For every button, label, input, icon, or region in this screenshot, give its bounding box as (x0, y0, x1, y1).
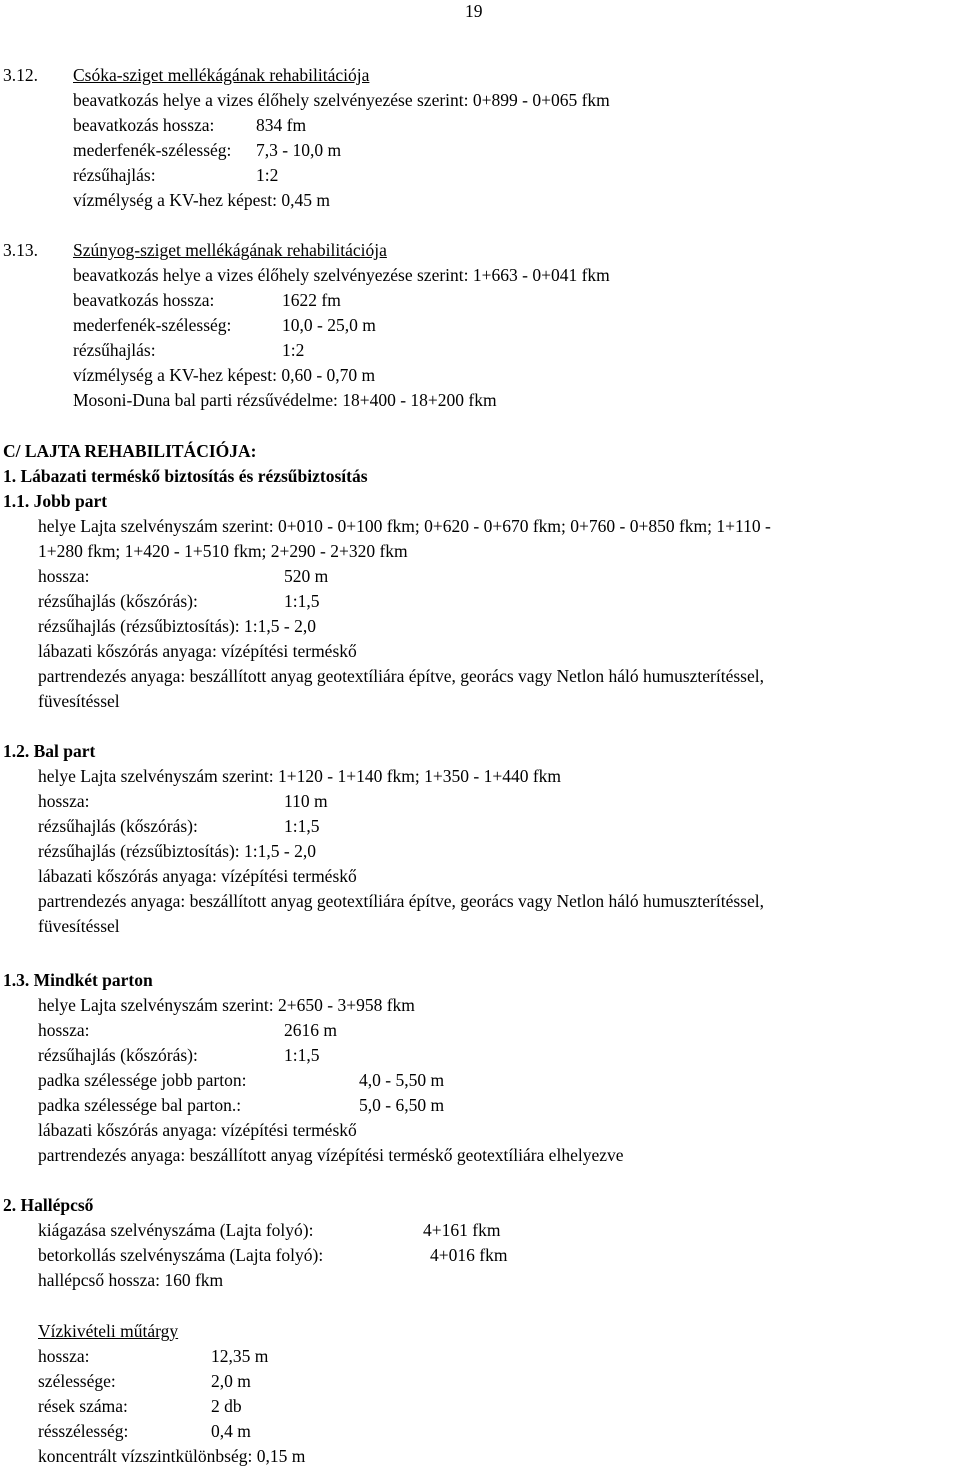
field-value: 2,0 m (211, 1371, 251, 1391)
field-label: mederfenék-szélesség: (73, 315, 232, 335)
field-value: 1:1,5 (284, 1045, 320, 1065)
field-label: rézsűhajlás (kőszórás): (38, 816, 198, 836)
text-line: füvesítéssel (38, 916, 120, 936)
text-line: rézsűhajlás (rézsűbiztosítás): 1:1,5 - 2,0 (38, 841, 316, 861)
field-label: beavatkozás hossza: (73, 290, 215, 310)
text-line: vízmélység a KV-hez képest: 0,45 m (73, 190, 330, 210)
field-value: 12,35 m (211, 1346, 269, 1366)
field-label: padka szélessége jobb parton: (38, 1070, 247, 1090)
field-label: hossza: (38, 566, 90, 586)
field-value: 2 db (211, 1396, 242, 1416)
field-value: 1622 fm (282, 290, 341, 310)
text-line: beavatkozás helye a vizes élőhely szelvényezése szerint: 0+899 - 0+065 fkm (73, 90, 610, 110)
subsection-title: 1.1. Jobb part (3, 491, 108, 511)
field-value: 520 m (284, 566, 329, 586)
field-value: 7,3 - 10,0 m (256, 140, 342, 160)
page-number: 19 (465, 1, 483, 21)
text-line: lábazati kőszórás anyaga: vízépítési terméskő (38, 1120, 357, 1140)
field-value: 5,0 - 6,50 m (359, 1095, 445, 1115)
field-label: hossza: (38, 1020, 90, 1040)
text-line: füvesítéssel (38, 691, 120, 711)
text-line: partrendezés anyaga: beszállított anyag geotextíliára építve, georács vagy Netlon háló humuszterítéssel, (38, 891, 764, 911)
text-line: partrendezés anyaga: beszállított anyag geotextíliára építve, georács vagy Netlon háló humuszterítéssel, (38, 666, 764, 686)
field-value: 4+161 fkm (423, 1220, 501, 1240)
field-label: szélessége: (38, 1371, 116, 1391)
text-line: koncentrált vízszintkülönbség: 0,15 m (38, 1446, 306, 1466)
field-label: padka szélessége bal parton.: (38, 1095, 242, 1115)
field-value: 1:2 (282, 340, 305, 360)
field-value: 4,0 - 5,50 m (359, 1070, 445, 1090)
section-number: 3.13. (3, 240, 38, 260)
subsection-heading: 1. Lábazati terméskő biztosítás és rézsűbiztosítás (3, 466, 368, 486)
field-value: 1:2 (256, 165, 279, 185)
text-line: rézsűhajlás (rézsűbiztosítás): 1:1,5 - 2,0 (38, 616, 316, 636)
field-value: 10,0 - 25,0 m (282, 315, 376, 335)
field-label: mederfenék-szélesség: (73, 140, 232, 160)
section-title: Szúnyog-sziget mellékágának rehabilitációja (73, 240, 387, 260)
text-line: lábazati kőszórás anyaga: vízépítési terméskő (38, 866, 357, 886)
block-title: Vízkivételi műtárgy (38, 1321, 179, 1341)
field-value: 0,4 m (211, 1421, 251, 1441)
field-label: hossza: (38, 1346, 90, 1366)
text-line: 1+280 fkm; 1+420 - 1+510 fkm; 2+290 - 2+320 fkm (38, 541, 408, 561)
section-number: 3.12. (3, 65, 38, 85)
text-line: lábazati kőszórás anyaga: vízépítési terméskő (38, 641, 357, 661)
field-value: 4+016 fkm (430, 1245, 508, 1265)
chapter-heading: C/ LAJTA REHABILITÁCIÓJA: (3, 441, 257, 461)
field-label: rézsűhajlás: (73, 165, 156, 185)
section-title: Csóka-sziget mellékágának rehabilitációja (73, 65, 370, 85)
text-line: helye Lajta szelvényszám szerint: 1+120 - 1+140 fkm; 1+350 - 1+440 fkm (38, 766, 562, 786)
field-label: rézsűhajlás (kőszórás): (38, 1045, 198, 1065)
text-line: partrendezés anyaga: beszállított anyag vízépítési terméskő geotextíliára elhelyezve (38, 1145, 624, 1165)
subsection-heading: 2. Hallépcső (3, 1195, 94, 1215)
text-line: helye Lajta szelvényszám szerint: 2+650 - 3+958 fkm (38, 995, 415, 1015)
text-line: vízmélység a KV-hez képest: 0,60 - 0,70 m (73, 365, 376, 385)
field-value: 110 m (284, 791, 328, 811)
subsection-title: 1.3. Mindkét parton (3, 970, 153, 990)
field-label: betorkollás szelvényszáma (Lajta folyó): (38, 1245, 324, 1265)
text-line: helye Lajta szelvényszám szerint: 0+010 - 0+100 fkm; 0+620 - 0+670 fkm; 0+760 - 0+850 fkm; 1+110 - (38, 516, 771, 536)
field-label: rézsűhajlás (kőszórás): (38, 591, 198, 611)
field-value: 1:1,5 (284, 816, 320, 836)
field-label: résszélesség: (38, 1421, 129, 1441)
text-line: hallépcső hossza: 160 fkm (38, 1270, 224, 1290)
field-label: rések száma: (38, 1396, 128, 1416)
field-value: 2616 m (284, 1020, 337, 1040)
subsection-title: 1.2. Bal part (3, 741, 96, 761)
field-label: kiágazása szelvényszáma (Lajta folyó): (38, 1220, 314, 1240)
field-label: hossza: (38, 791, 90, 811)
text-line: beavatkozás helye a vizes élőhely szelvényezése szerint: 1+663 - 0+041 fkm (73, 265, 610, 285)
field-label: rézsűhajlás: (73, 340, 156, 360)
field-value: 1:1,5 (284, 591, 320, 611)
field-value: 834 fm (256, 115, 307, 135)
field-label: beavatkozás hossza: (73, 115, 215, 135)
text-line: Mosoni-Duna bal parti rézsűvédelme: 18+400 - 18+200 fkm (73, 390, 497, 410)
